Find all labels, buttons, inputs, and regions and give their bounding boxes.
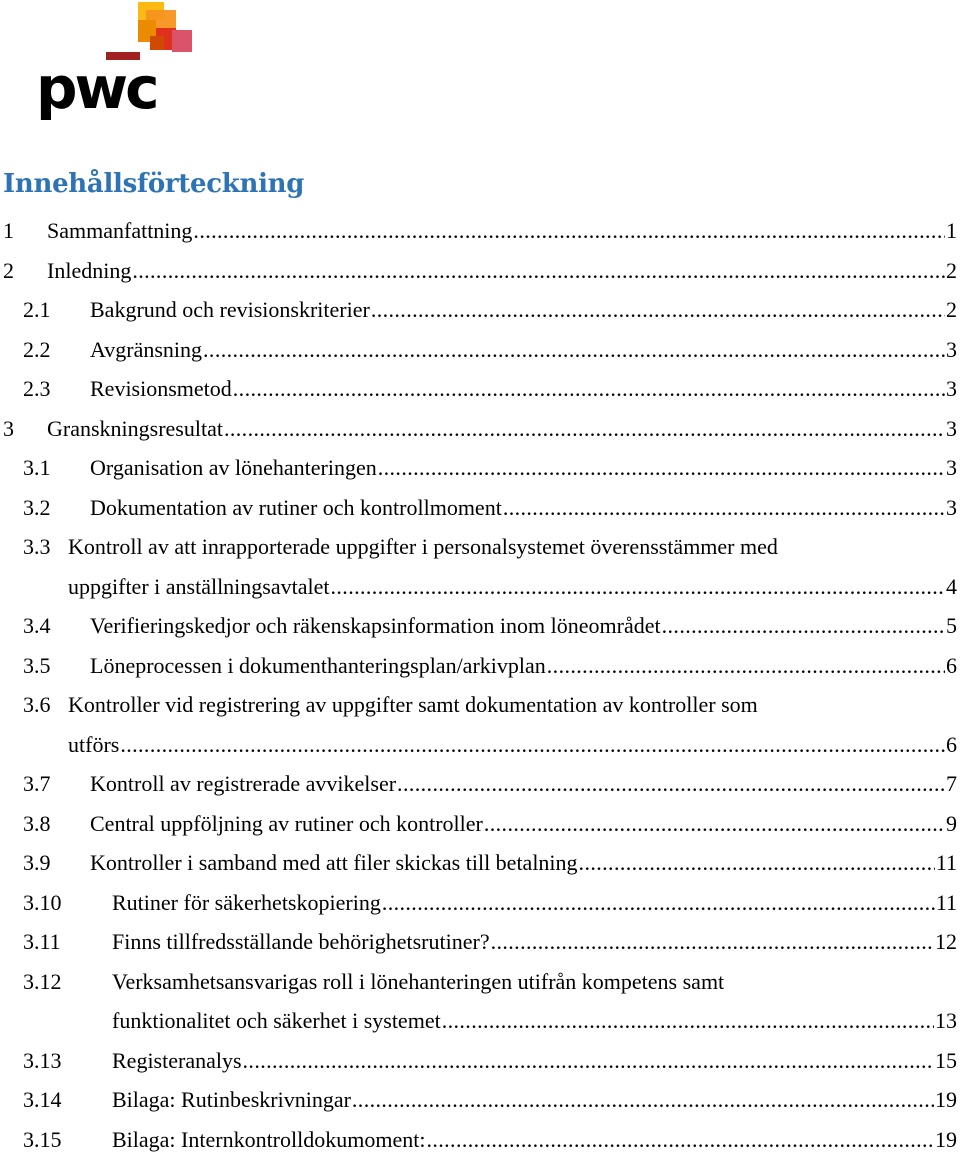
toc-dot-leader [382, 883, 935, 923]
toc-entry[interactable] [0, 962, 960, 1041]
toc-entry-title: Kontroller i samband med att filer skickas till betalning [90, 843, 578, 883]
toc-entry[interactable] [0, 843, 960, 883]
toc-dot-leader [579, 843, 935, 883]
toc-entry-page: 11 [936, 883, 957, 923]
toc-entry-page: 7 [946, 764, 957, 804]
toc-entry[interactable] [0, 883, 960, 923]
toc-entry-number: 3.7 [23, 764, 90, 804]
toc-entry-number: 3.15 [23, 1120, 112, 1159]
toc-dot-leader [233, 369, 945, 409]
toc-entry-number: 3.14 [23, 1080, 112, 1120]
toc-dot-leader [662, 606, 945, 646]
toc-entry-title: Bilaga: Internkontrolldokumoment: [112, 1120, 425, 1159]
toc-entry-title: Rutiner för säkerhetskopiering [112, 883, 381, 923]
toc-entry-page: 3 [946, 330, 957, 370]
pwc-logo [34, 0, 198, 124]
toc-entry-number: 3.4 [23, 606, 90, 646]
toc-dot-leader [547, 646, 945, 686]
toc-dot-leader [120, 725, 945, 765]
toc-entry-page: 9 [946, 804, 957, 844]
toc-entry-number: 3.10 [23, 883, 112, 923]
toc-entry-page: 12 [935, 922, 957, 962]
toc-entry[interactable] [0, 764, 960, 804]
toc-dot-leader [224, 409, 945, 449]
toc-dot-leader [426, 1120, 934, 1159]
toc-entry-title: Bilaga: Rutinbeskrivningar [112, 1080, 351, 1120]
toc-entry-page: 19 [935, 1080, 957, 1120]
toc-entry-title-continued: uppgifter i anställningsavtalet [68, 567, 330, 607]
toc-entry-number: 3.13 [23, 1041, 112, 1081]
toc-entry-title: Central uppföljning av rutiner och kontroller [90, 804, 483, 844]
logo-block-orange-mid [150, 36, 164, 50]
logo-block-pink [172, 30, 192, 52]
toc-entry[interactable] [0, 251, 960, 291]
toc-entry[interactable] [0, 804, 960, 844]
toc-entry-page: 11 [936, 843, 957, 883]
toc-entry[interactable] [0, 409, 960, 449]
toc-entry[interactable] [0, 488, 960, 528]
toc-entry[interactable] [0, 290, 960, 330]
toc-dot-leader [243, 1041, 934, 1081]
toc-entry-title: Verifieringskedjor och räkenskapsinformation inom löneområdet [90, 606, 661, 646]
toc-dot-leader [378, 448, 945, 488]
toc-dot-leader [193, 211, 945, 251]
toc-entry-number: 2.3 [23, 369, 90, 409]
toc-entry-number: 3.12 [23, 962, 112, 1002]
toc-entry-number: 3.3 [23, 527, 68, 567]
toc-entry-title-continued: utförs [68, 725, 119, 765]
logo-wordmark: pwc [36, 54, 156, 122]
toc-dot-leader [203, 330, 945, 370]
toc-dot-leader [503, 488, 945, 528]
toc-entry-number: 3.9 [23, 843, 90, 883]
toc-entry-title: Organisation av lönehanteringen [90, 448, 377, 488]
toc-entry-number: 1 [3, 211, 47, 251]
toc-entry-page: 3 [946, 448, 957, 488]
toc-entry-page: 13 [935, 1001, 957, 1041]
toc-entry-title: Avgränsning [90, 330, 202, 370]
toc-entry-number: 3.1 [23, 448, 90, 488]
toc-entry[interactable] [0, 1120, 960, 1159]
toc-entry-page: 6 [946, 725, 957, 765]
toc-entry-number: 2.2 [23, 330, 90, 370]
toc-entry-number: 3.5 [23, 646, 90, 686]
toc-entry-number: 3.2 [23, 488, 90, 528]
toc-entry[interactable] [0, 646, 960, 686]
toc-entry-page: 3 [946, 409, 957, 449]
toc-entry[interactable] [0, 369, 960, 409]
toc-entry-title: Löneprocessen i dokumenthanteringsplan/arkivplan [90, 646, 546, 686]
toc-entry-page: 3 [946, 488, 957, 528]
toc-entry-page: 4 [946, 567, 957, 607]
toc-entry-page: 15 [935, 1041, 957, 1081]
toc-entry-number: 3.11 [23, 922, 112, 962]
toc-dot-leader [132, 251, 945, 291]
toc-entry-page: 2 [946, 251, 957, 291]
toc-entry-title: Revisionsmetod [90, 369, 232, 409]
toc-list [0, 211, 960, 1159]
toc-entry-page: 5 [946, 606, 957, 646]
toc-entry-title: Finns tillfredsställande behörighetsrutiner? [112, 922, 490, 962]
toc-entry-number: 3.8 [23, 804, 90, 844]
toc-entry[interactable] [0, 211, 960, 251]
toc-entry-number: 2.1 [23, 290, 90, 330]
toc-entry[interactable] [0, 922, 960, 962]
toc-entry-title: Kontroll av registrerade avvikelser [90, 764, 396, 804]
toc-entry[interactable] [0, 685, 960, 764]
toc-entry[interactable] [0, 606, 960, 646]
toc-dot-leader [331, 567, 946, 607]
toc-dot-leader [352, 1080, 934, 1120]
toc-entry[interactable] [0, 527, 960, 606]
toc-dot-leader [484, 804, 945, 844]
toc-entry-number: 2 [3, 251, 47, 291]
toc-entry-title: Sammanfattning [47, 211, 192, 251]
toc-entry-title: Inledning [47, 251, 131, 291]
toc-entry-title-continued: funktionalitet och säkerhet i systemet [112, 1001, 441, 1041]
toc-entry-page: 6 [946, 646, 957, 686]
toc-dot-leader [397, 764, 945, 804]
toc-entry-page: 2 [946, 290, 957, 330]
toc-entry-title: Bakgrund och revisionskriterier [90, 290, 370, 330]
toc-entry[interactable] [0, 448, 960, 488]
toc-entry-page: 19 [935, 1120, 957, 1159]
toc-entry-title: Verksamhetsansvarigas roll i lönehanteringen utifrån kompetens samt [112, 969, 724, 994]
toc-entry-page: 3 [946, 369, 957, 409]
toc-entry-title: Dokumentation av rutiner och kontrollmoment [90, 488, 502, 528]
toc-entry-title: Kontroller vid registrering av uppgifter samt dokumentation av kontroller som [68, 692, 758, 717]
toc-entry[interactable] [0, 330, 960, 370]
toc-heading: Innehållsförteckning [3, 162, 304, 206]
toc-entry-page: 1 [946, 211, 957, 251]
toc-entry-number: 3 [3, 409, 47, 449]
toc-entry-number: 3.6 [23, 685, 68, 725]
toc-entry-title: Kontroll av att inrapporterade uppgifter i personalsystemet överensstämmer med [68, 534, 778, 559]
toc-dot-leader [491, 922, 934, 962]
toc-dot-leader [442, 1001, 934, 1041]
toc-entry[interactable] [0, 1080, 960, 1120]
toc-entry[interactable] [0, 1041, 960, 1081]
toc-entry-title: Granskningsresultat [47, 409, 223, 449]
toc-entry-title: Registeranalys [112, 1041, 242, 1081]
toc-dot-leader [371, 290, 945, 330]
